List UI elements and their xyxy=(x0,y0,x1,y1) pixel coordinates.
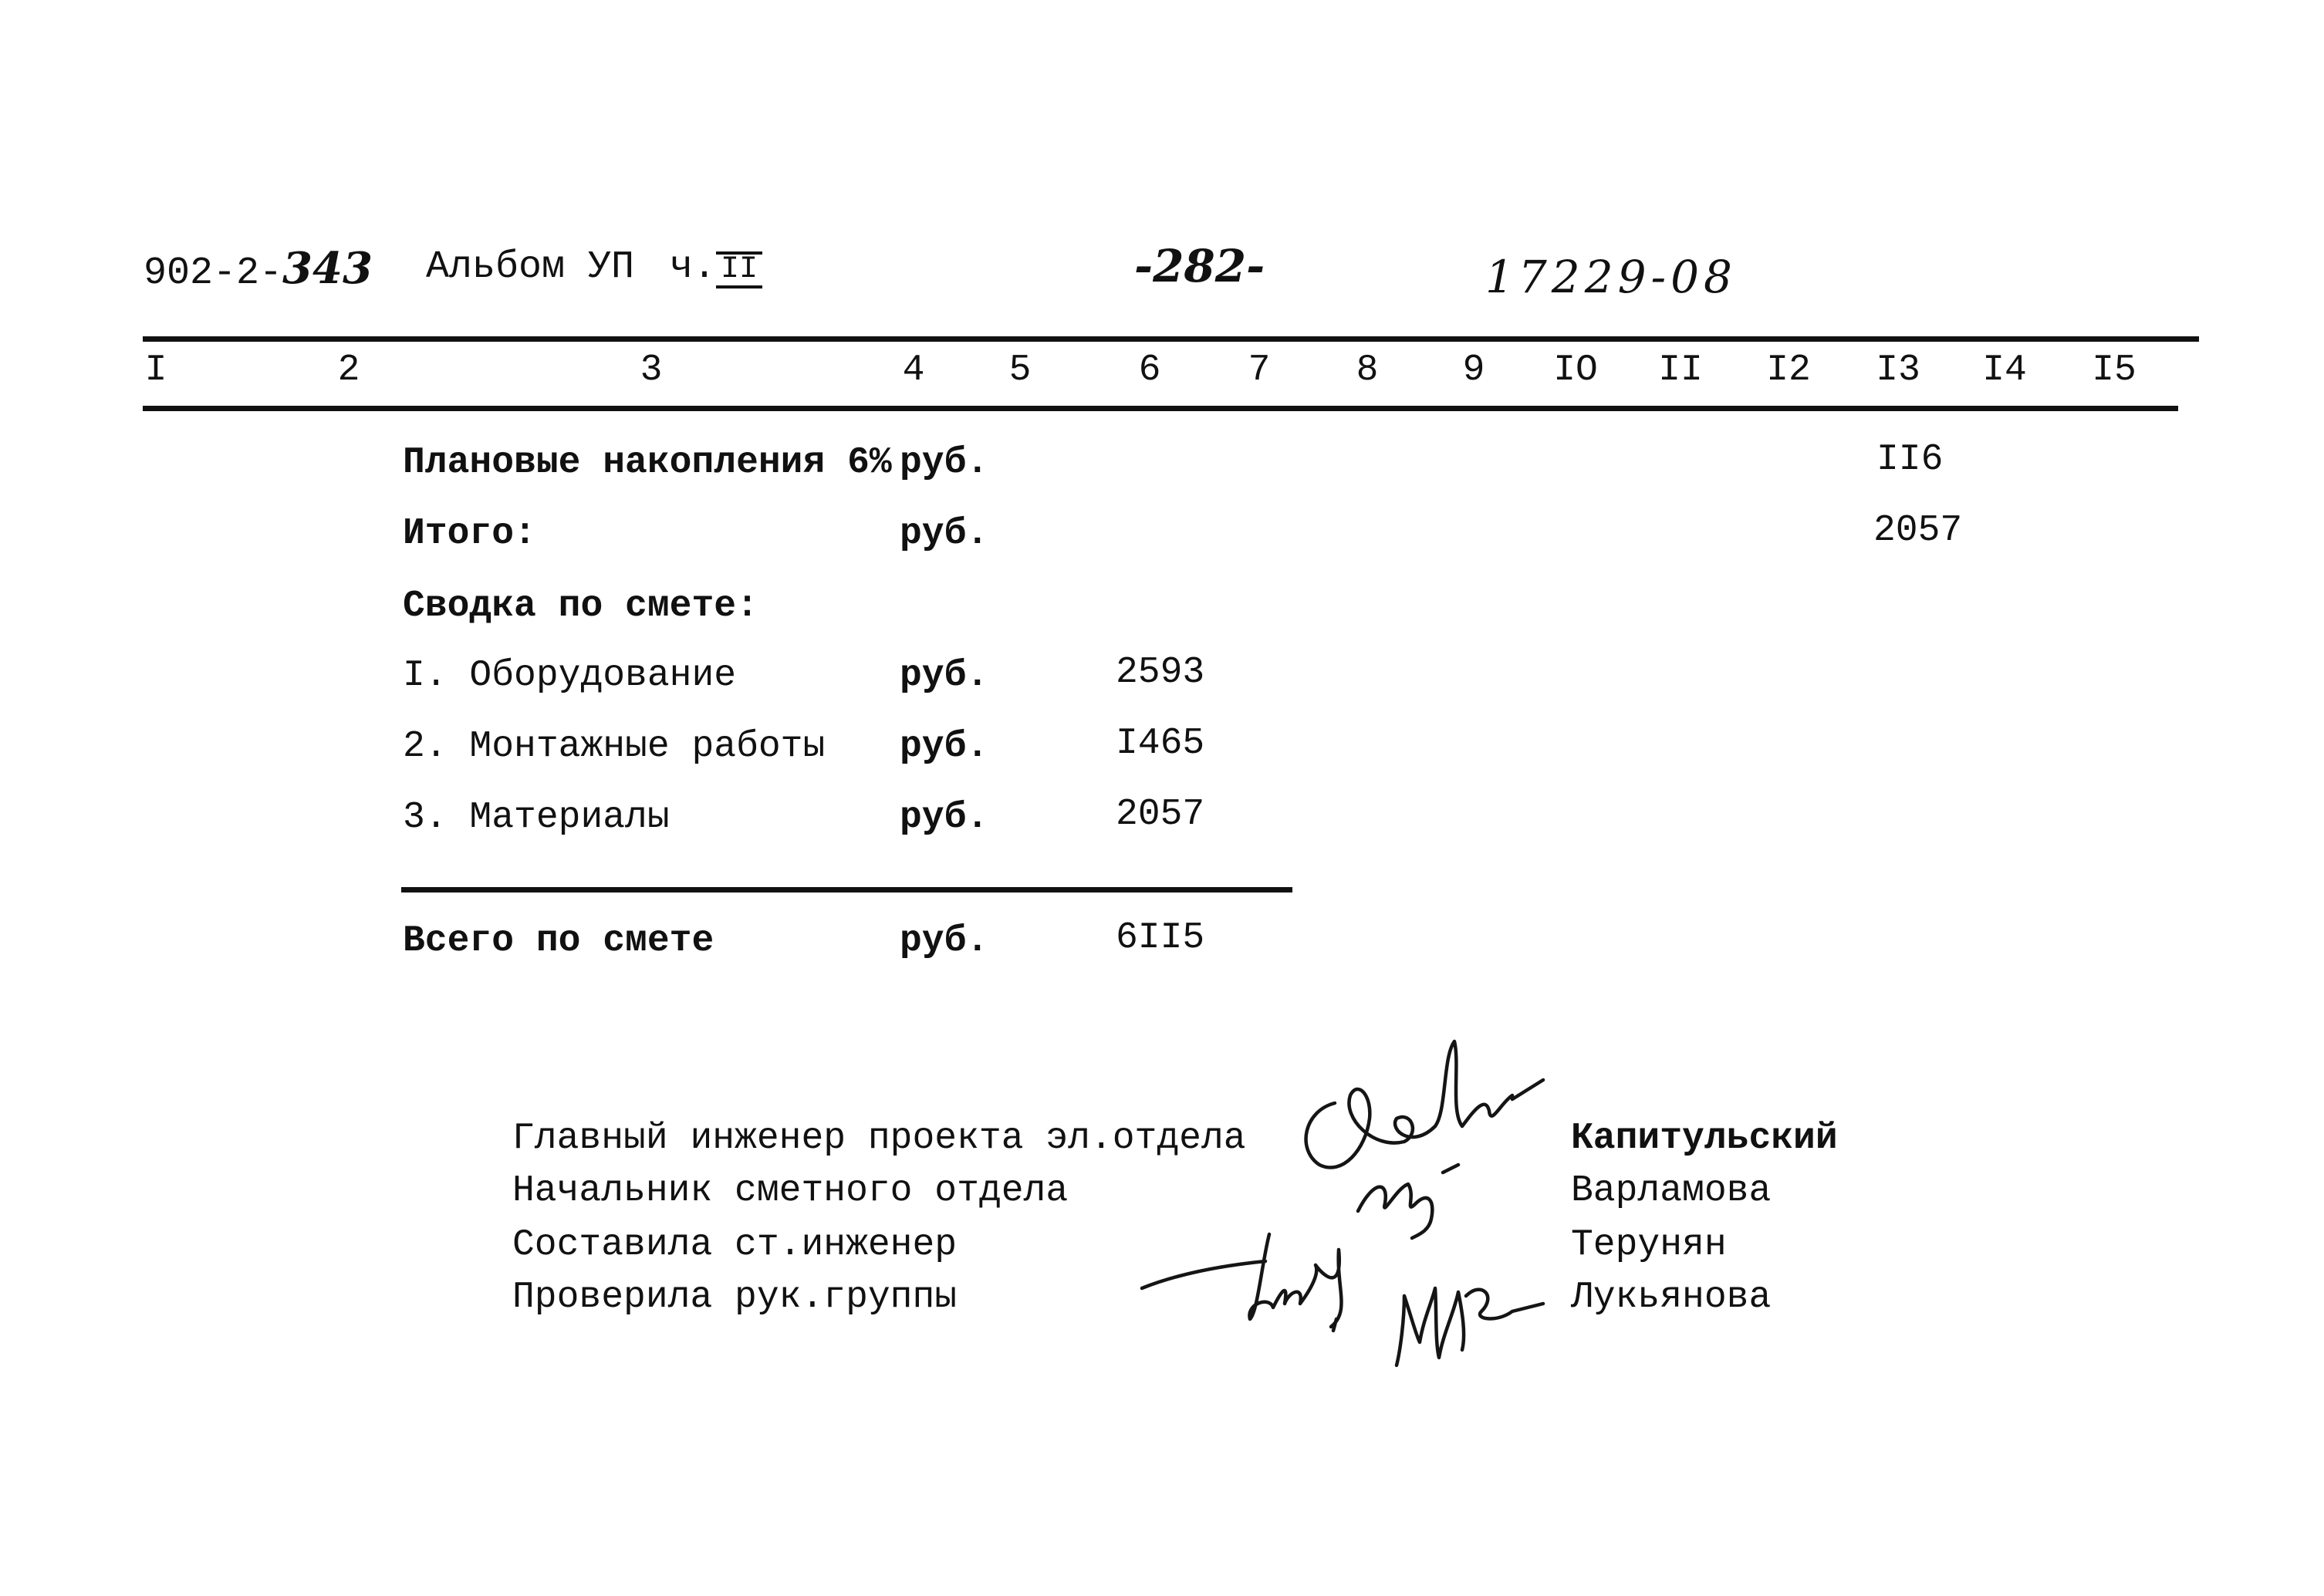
row-label: Плановые накопления 6% xyxy=(403,442,892,484)
column-number: 9 xyxy=(1462,349,1485,391)
top-rule xyxy=(143,336,2199,342)
doc-code-prefix: 902-2- xyxy=(144,251,283,295)
row-label: Сводка по смете: xyxy=(403,585,758,627)
total-unit: руб. xyxy=(900,920,989,962)
column-number: II xyxy=(1658,349,1703,391)
column-number: 2 xyxy=(337,349,360,391)
total-rule xyxy=(401,887,1292,892)
row-label: Итого: xyxy=(403,513,536,555)
page-number: -282- xyxy=(1134,240,1265,292)
signatory-name: Лукьянова xyxy=(1571,1277,1772,1318)
header-bottom-rule xyxy=(143,406,2178,411)
signatory-name: Терунян xyxy=(1571,1224,1727,1266)
row-col13-value: 2057 xyxy=(1873,510,1963,552)
doc-code-suffix: 343 xyxy=(282,243,373,294)
row-unit: руб. xyxy=(900,797,989,838)
column-number: 5 xyxy=(1008,349,1032,391)
row-unit: руб. xyxy=(900,442,989,484)
signatory-position: Начальник сметного отдела xyxy=(512,1170,1069,1212)
signatory-name: Капитульский xyxy=(1571,1118,1838,1159)
row-label: I. Оборудование xyxy=(403,655,737,697)
registration-number: 17229-08 xyxy=(1485,251,1737,303)
row-unit: руб. xyxy=(900,513,989,555)
column-number: 3 xyxy=(640,349,663,391)
row-unit: руб. xyxy=(900,726,989,768)
part-value: II xyxy=(716,251,762,288)
column-number: 6 xyxy=(1138,349,1161,391)
column-number: I xyxy=(144,349,167,391)
total-label: Всего по смете xyxy=(403,920,714,962)
album-label: Альбом УП xyxy=(426,245,635,289)
signature-compiler xyxy=(1134,1219,1412,1334)
column-number: I5 xyxy=(2092,349,2137,391)
column-number: 4 xyxy=(902,349,925,391)
column-number: 7 xyxy=(1248,349,1271,391)
signatory-position: Главный инженер проекта эл.отдела xyxy=(512,1118,1246,1159)
row-label: 2. Монтажные работы xyxy=(403,726,826,768)
column-number: I3 xyxy=(1876,349,1920,391)
row-col6-value: 2057 xyxy=(1116,794,1205,835)
row-col13-value: II6 xyxy=(1876,439,1944,481)
column-number: IO xyxy=(1553,349,1598,391)
doc-code xyxy=(144,243,373,295)
part-prefix: ч. xyxy=(670,245,717,289)
column-number: I4 xyxy=(1982,349,2027,391)
signatory-position: Проверила рук.группы xyxy=(512,1277,958,1318)
row-col6-value: 2593 xyxy=(1116,652,1205,693)
signatory-position: Составила ст.инженер xyxy=(512,1224,958,1266)
row-unit: руб. xyxy=(900,655,989,697)
column-number: 8 xyxy=(1356,349,1379,391)
signatory-name: Варламова xyxy=(1571,1170,1772,1212)
signature-reviewer xyxy=(1389,1250,1551,1373)
total-value: 6II5 xyxy=(1116,917,1205,959)
column-number: I2 xyxy=(1766,349,1811,391)
row-col6-value: I465 xyxy=(1116,723,1205,764)
part-label xyxy=(670,245,762,289)
row-label: 3. Материалы xyxy=(403,797,670,838)
